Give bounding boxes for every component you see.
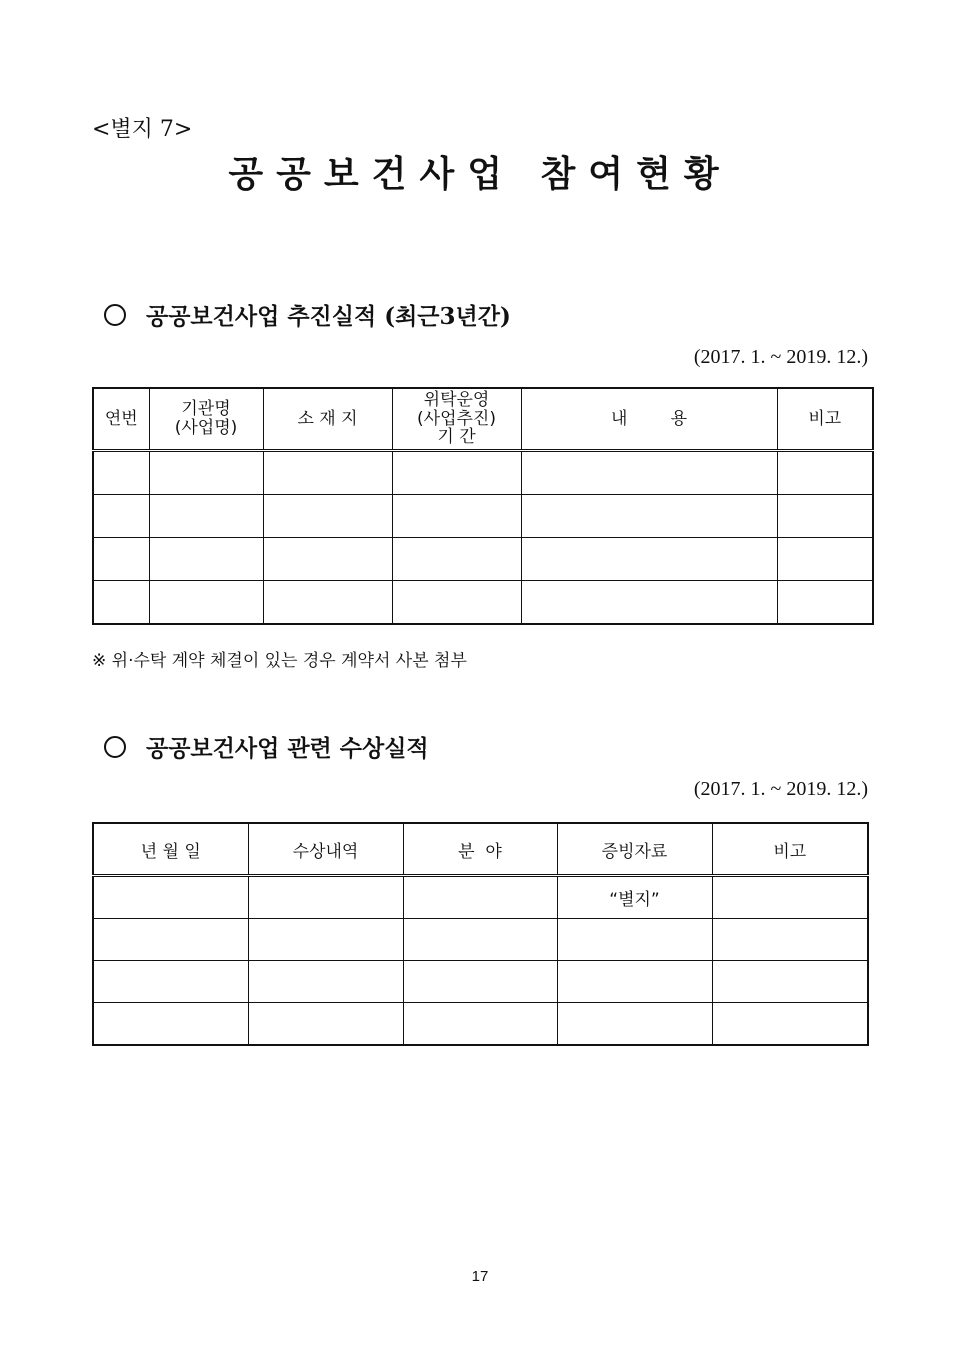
table-cell[interactable] [93, 876, 248, 919]
section1-heading [104, 298, 511, 331]
table-cell[interactable] [557, 1003, 712, 1046]
table-cell[interactable] [521, 538, 777, 581]
table-cell[interactable] [712, 961, 868, 1003]
table-header-row [93, 823, 868, 876]
table-cell[interactable] [392, 581, 521, 625]
table-cell[interactable]: “별지” [557, 876, 712, 919]
table-cell[interactable] [263, 451, 392, 495]
table-cell[interactable] [149, 538, 263, 581]
table-cell[interactable] [777, 581, 873, 625]
section1-period: (2017. 1. ~ 2019. 12.) [693, 346, 868, 368]
table-cell[interactable] [557, 961, 712, 1003]
page-number: 17 [471, 1268, 489, 1285]
table-cell[interactable] [93, 961, 248, 1003]
table-row [93, 1003, 868, 1046]
performance-table [92, 387, 874, 625]
circle-bullet-icon [104, 736, 126, 758]
table-cell[interactable] [403, 919, 557, 961]
table-cell[interactable] [777, 495, 873, 538]
table-cell[interactable] [392, 451, 521, 495]
table-row [93, 451, 873, 495]
table-row [93, 876, 868, 919]
table-cell[interactable] [263, 495, 392, 538]
col-header-content: 내 용 [521, 388, 777, 451]
table-cell[interactable] [93, 495, 149, 538]
table-cell[interactable] [392, 495, 521, 538]
section1-heading-text: 공공보건사업 추진실적 (최근3년간) [146, 303, 511, 330]
col-header-remarks: 비고 [712, 823, 868, 876]
table-cell[interactable] [93, 919, 248, 961]
table-cell[interactable] [149, 451, 263, 495]
col-header-location: 소 재 지 [263, 388, 392, 451]
section2-heading [104, 730, 429, 763]
table-cell[interactable] [392, 538, 521, 581]
table-cell[interactable] [263, 581, 392, 625]
table-cell[interactable] [93, 538, 149, 581]
table-cell[interactable] [521, 581, 777, 625]
table-header-row [93, 388, 873, 451]
table-cell[interactable] [93, 1003, 248, 1046]
table-cell[interactable] [263, 538, 392, 581]
awards-table [92, 822, 869, 1046]
col-header-date: 년 월 일 [93, 823, 248, 876]
table-row [93, 538, 873, 581]
table-cell[interactable] [712, 919, 868, 961]
section2-period: (2017. 1. ~ 2019. 12.) [693, 778, 868, 800]
col-header-org-text: 기관명 (사업명) [174, 399, 238, 438]
table-cell[interactable] [712, 1003, 868, 1046]
section2-heading-text: 공공보건사업 관련 수상실적 [146, 735, 429, 762]
table-cell[interactable] [403, 961, 557, 1003]
table-cell[interactable] [557, 919, 712, 961]
col-header-evidence: 증빙자료 [557, 823, 712, 876]
table-cell[interactable] [521, 495, 777, 538]
table-row [93, 495, 873, 538]
table-row [93, 961, 868, 1003]
col-header-org [149, 388, 263, 451]
table-cell[interactable] [149, 581, 263, 625]
col-header-period [392, 388, 521, 451]
table-cell[interactable] [777, 538, 873, 581]
table-cell[interactable] [403, 876, 557, 919]
table-cell[interactable] [248, 1003, 403, 1046]
table-row [93, 919, 868, 961]
table-cell[interactable] [521, 451, 777, 495]
col-header-period-text: 위탁운영 (사업추진) 기 간 [417, 389, 496, 448]
circle-bullet-icon [104, 304, 126, 326]
table-cell[interactable] [93, 581, 149, 625]
col-header-field: 분 야 [403, 823, 557, 876]
col-header-award: 수상내역 [248, 823, 403, 876]
page-title: 공공보건사업 참여현황 [228, 153, 732, 195]
attachment-note: ※ 위·수탁 계약 체결이 있는 경우 계약서 사본 첨부 [92, 651, 467, 671]
annex-label: <별지 7> [92, 117, 193, 142]
col-header-no: 연번 [93, 388, 149, 451]
table-cell[interactable] [777, 451, 873, 495]
table-cell[interactable] [149, 495, 263, 538]
table-cell[interactable] [93, 451, 149, 495]
table-cell[interactable] [403, 1003, 557, 1046]
table-cell[interactable] [712, 876, 868, 919]
table-cell[interactable] [248, 876, 403, 919]
col-header-remarks: 비고 [777, 388, 873, 451]
table-cell[interactable] [248, 961, 403, 1003]
table-row [93, 581, 873, 625]
table-cell[interactable] [248, 919, 403, 961]
